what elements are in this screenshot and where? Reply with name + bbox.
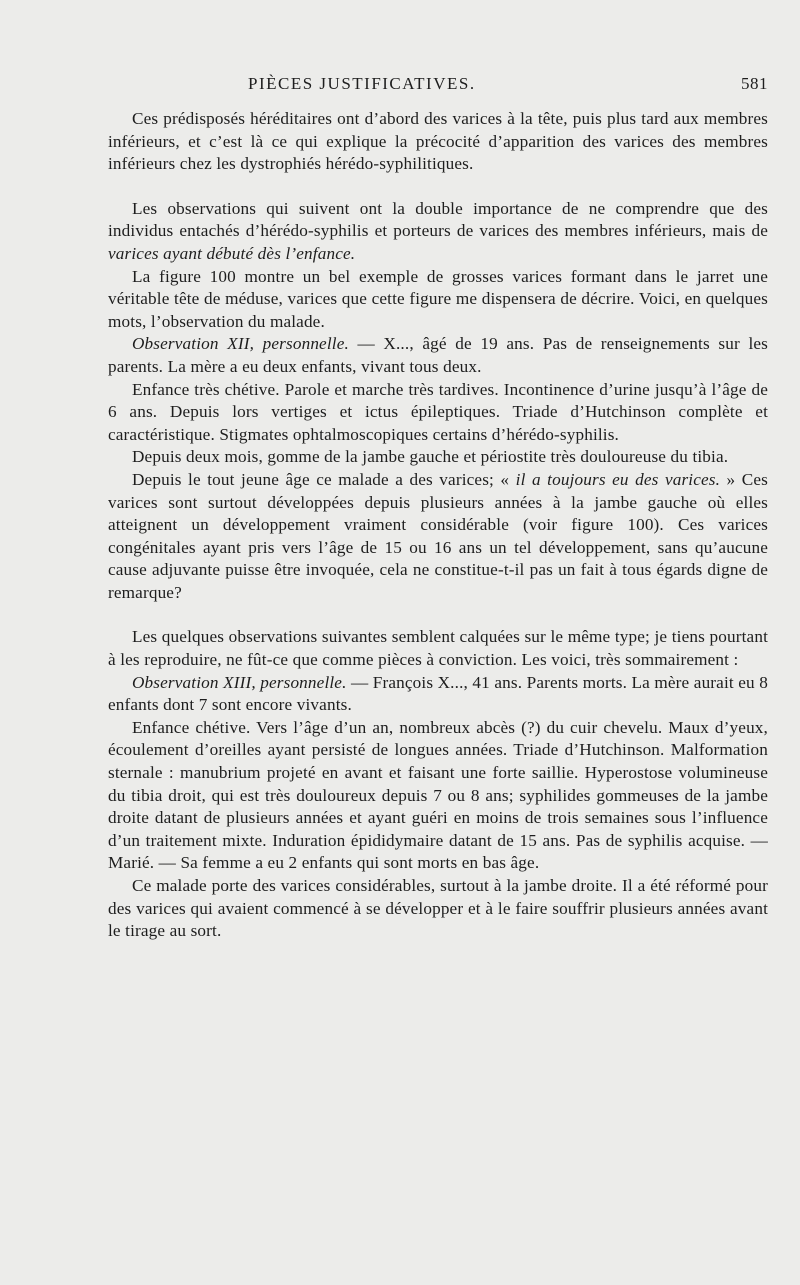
paragraph-7 — [108, 469, 768, 605]
paragraph-3-text: La figure 100 montre un bel exemple de grosses varices formant dans le jarret une véritable tête de méduse, varices que cette figure me dispensera de décrire. Voici, en quelques mots, l’observation du malade. — [108, 266, 768, 331]
observation-xiii-text: — François X..., 41 ans. Parents morts. La mère aurait eu 8 enfants dont 7 sont encore vivants. — [108, 672, 768, 715]
paragraph-3 — [108, 266, 768, 334]
paragraph-5 — [108, 379, 768, 447]
paragraph-2-italic: varices ayant débuté dès l’enfance. — [108, 243, 356, 263]
paragraph-2-text: Les observations qui suivent ont la double importance de ne comprendre que des individus entachés d’hérédo-syphilis et porteurs de varices des membres inférieurs, mais de — [108, 198, 768, 241]
observation-xii-text: — X..., âgé de 19 ans. Pas de renseignements sur les parents. La mère a eu deux enfants, vivant tous deux. — [108, 334, 768, 376]
paragraph-5-text: Enfance très chétive. Parole et marche très tardives. Incontinence d’urine jusqu’à l’âge de 6 ans. Depuis lors vertiges et ictus épileptiques. Triade d’Hutchinson complète et caractéristique. Stigmates ophtalmoscopiques certains d’hérédo-syphilis. — [108, 379, 768, 444]
paragraph-8-text: Les quelques observations suivantes semblent calquées sur le même type; je tiens pourtant à les reproduire, ne fût-ce que comme pièces à conviction. Les voici, très sommairement : — [108, 627, 768, 670]
paragraph-11 — [108, 875, 768, 943]
paragraph-10 — [108, 717, 768, 875]
paragraph-1 — [108, 108, 768, 176]
paragraph-6-text: Depuis deux mois, gomme de la jambe gauche et périostite très douloureuse du tibia. — [132, 447, 729, 467]
paragraph-1-text: Ces prédisposés héréditaires ont d’abord des varices à la tête, puis plus tard aux membres inférieurs, et c’est là ce qui explique la précocité d’apparition des varices des membres inférieurs chez les dystrophiés hérédo-syphilitiques. — [108, 109, 768, 174]
paragraph-7-italic: il a toujours eu des varices. — [515, 469, 721, 489]
running-title: PIÈCES JUSTIFICATIVES. — [248, 74, 476, 93]
observation-xii-heading: Observation XII, personnelle. — [132, 334, 349, 354]
paragraph-7-text-after: » Ces varices sont surtout développées depuis plusieurs années à la jambe gauche où elles atteignent un développement vraiment considérable (voir figure 100). Ces varices congénitales ayant pris vers l’âge de 15 ou 16 ans un tel développement, sans qu’aucune cause adjuvante puisse être invoquée, cela ne constitue-t-il pas un fait à tous égards digne de remarque? — [108, 469, 768, 602]
paragraph-2 — [108, 198, 768, 266]
running-header — [108, 74, 768, 96]
observation-xiii — [108, 672, 768, 717]
observation-xii — [108, 333, 768, 378]
paragraph-7-text-before: Depuis le tout jeune âge ce malade a des varices; « — [132, 469, 516, 489]
paragraph-8 — [108, 626, 768, 671]
paragraph-11-text: Ce malade porte des varices considérables, surtout à la jambe droite. Il a été réformé pour des varices qui avaient commencé à se développer et à le faire souffrir plusieurs années avant le tirage au sort. — [108, 876, 768, 941]
paragraph-10-text: Enfance chétive. Vers l’âge d’un an, nombreux abcès (?) du cuir chevelu. Maux d’yeux, écoulement d’oreilles ayant persisté de longues années. Triade d’Hutchinson. Malformation sternale : manubrium projeté en avant et faisant une forte saillie. Hyperostose volumineuse du tibia droit, qui est très douloureux depuis 7 ou 8 ans; syphilides gommeuses de la jambe droite datant de plusieurs années et ayant guéri en moins de trois semaines sous l’influence d’un traitement mixte. Induration épididymaire datant de 15 ans. Pas de syphilis acquise. — Marié. — Sa femme a eu 2 enfants qui sont morts en bas âge. — [108, 717, 768, 873]
observation-xiii-heading: Observation XIII, personnelle. — [132, 672, 347, 692]
page-body — [108, 108, 768, 943]
paragraph-6 — [108, 446, 768, 469]
page-number: 581 — [741, 74, 768, 93]
